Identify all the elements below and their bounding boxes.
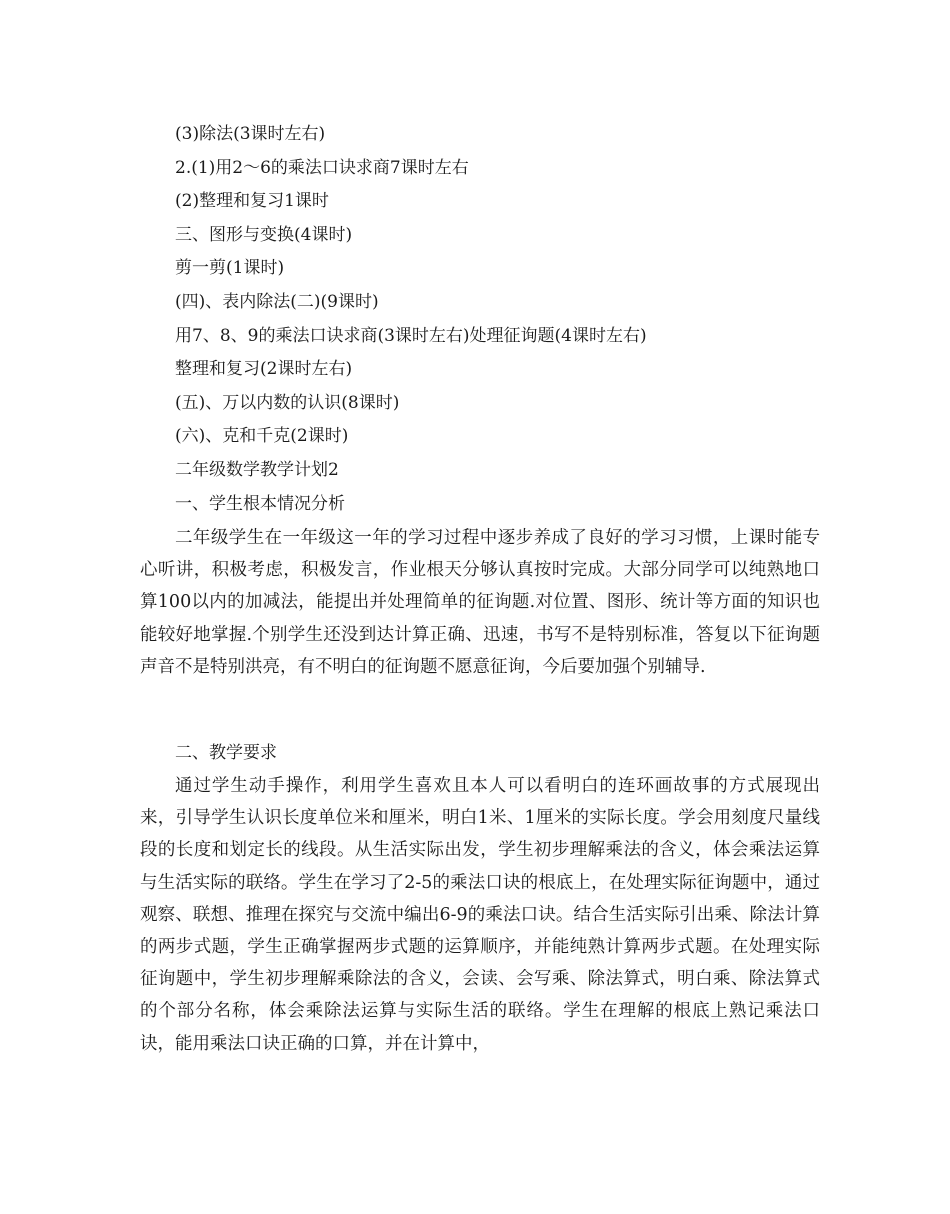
teaching-requirements-paragraph: 通过学生动手操作，利用学生喜欢且本人可以看明白的连环画故事的方式展现出来，引导学生认识长度单位米和厘米，明白1米、1厘米的实际长度。学会用刻度尺量线段的长度和划定长的线段。从生活实际出发，学生初步理解乘法的含义，体会乘法运算与生活实际的联络。学生在学习了2-5的乘法口诀的根底上，在处理实际征询题中，通过观察、联想、推理在探究与交流中编出6-9的乘法口诀。结合生活实际引出乘、除法计算的两步式题，学生正确掌握两步式题的运算顺序，并能纯熟计算两步式题。在处理实际征询题中，学生初步理解乘除法的含义，会读、会写乘、除法算式，明白乘、除法算式的个部分名称，体会乘除法运算与实际生活的联络。学生在理解的根底上熟记乘法口诀，能用乘法口诀正确的口算，并在计算中， bbox=[140, 776, 820, 1054]
section-title: 二年级数学教学计划2 bbox=[175, 459, 339, 480]
list-item: (3)除法(3课时左右) bbox=[175, 124, 326, 144]
outline-list bbox=[175, 118, 835, 521]
list-item: (2)整理和复习1课时 bbox=[175, 191, 329, 212]
teaching-requirements-heading: 二、教学要求 bbox=[175, 743, 277, 763]
student-analysis-paragraph: 二年级学生在一年级这一年的学习过程中逐步养成了良好的学习习惯，上课时能专心听讲，积极考虑，积极发言，作业根天分够认真按时完成。大部分同学可以纯熟地口算100以内的加减法，能提出并处理简单的征询题.对位置、图形、统计等方面的知识也能较好地掌握.个别学生还没到达计算正确、迅速，书写不是特别标准，答复以下征询题声音不是特别洪亮，有不明白的征询题不愿意征询，今后要加强个别辅导. bbox=[140, 528, 820, 677]
list-item: (五)、万以内数的认识(8课时) bbox=[175, 392, 400, 413]
list-item: 剪一剪(1课时) bbox=[175, 258, 285, 279]
list-item: 三、图形与变换(4课时) bbox=[175, 224, 353, 245]
section-heading: 一、学生根本情况分析 bbox=[175, 493, 345, 514]
list-item: 用7、8、9的乘法口诀求商(3课时左右)处理征询题(4课时左右) bbox=[175, 325, 647, 346]
list-item: (四)、表内除法(二)(9课时) bbox=[175, 291, 379, 312]
list-item: 整理和复习(2课时左右) bbox=[175, 359, 353, 380]
list-item: (六)、克和千克(2课时) bbox=[175, 426, 349, 447]
list-item: 2.(1)用2～6的乘法口诀求商7课时左右 bbox=[175, 157, 469, 178]
